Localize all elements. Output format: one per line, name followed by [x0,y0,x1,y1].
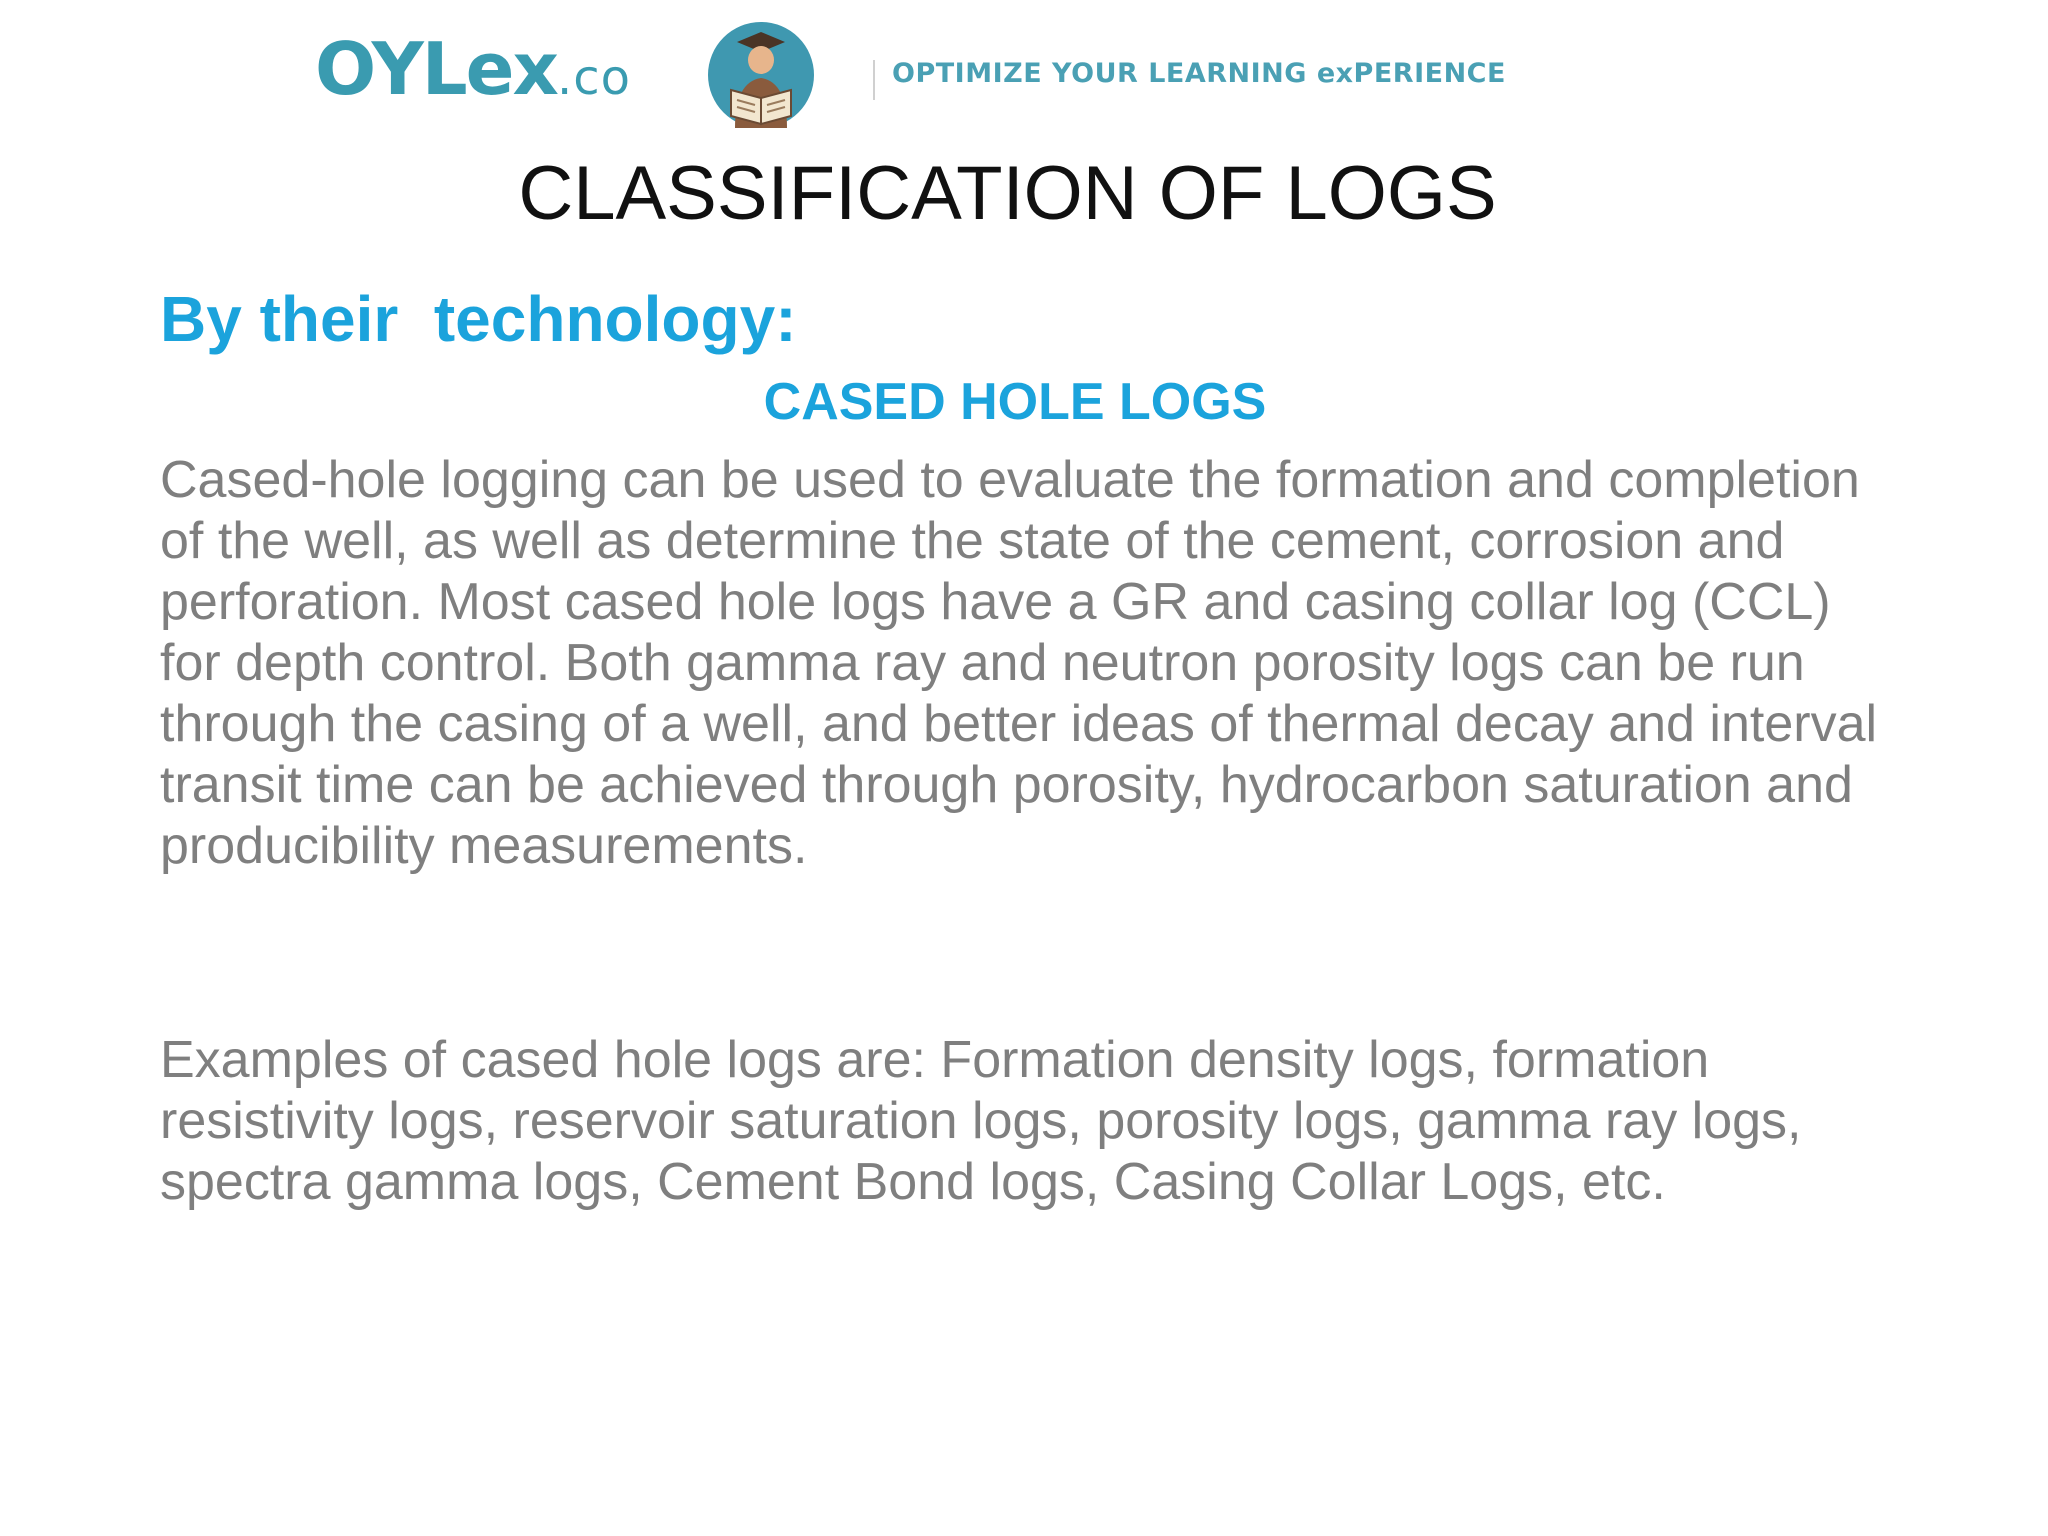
subheading-cased-hole-logs: CASED HOLE LOGS [763,373,1267,431]
paragraph-examples: Examples of cased hole logs are: Formation density logs, formation resistivity logs, reservoir saturation logs, porosity logs, gamma ray logs, spectra gamma logs, Cement Bond logs, Casing Collar Logs, etc. [160,1031,1802,1211]
slide-title: CLASSIFICATION OF LOGS [518,151,1497,236]
brand-logo-suffix: .co [556,50,631,106]
header-banner [300,10,1700,140]
brand-tagline: OPTIMIZE YOUR LEARNING exPERIENCE [892,58,1506,89]
paragraph-cased-hole-logging: Cased-hole logging can be used to evaluate the formation and completion of the well, as well as determine the state of the cement, corrosion and perforation. Most cased hole logs have a GR and casing collar log (CCL) for depth control. Both gamma ray and neutron porosity logs can be run through the casing of a well, and better ideas of thermal decay and interval transit time can be achieved through porosity, hydrocarbon saturation and producibility measurements. [160,451,1878,875]
reading-student-icon [695,20,827,130]
brand-logo [315,27,631,111]
brand-logo-text: OYLex [315,27,557,111]
section-heading: By their technology: [160,283,797,355]
banner-divider [873,60,875,100]
